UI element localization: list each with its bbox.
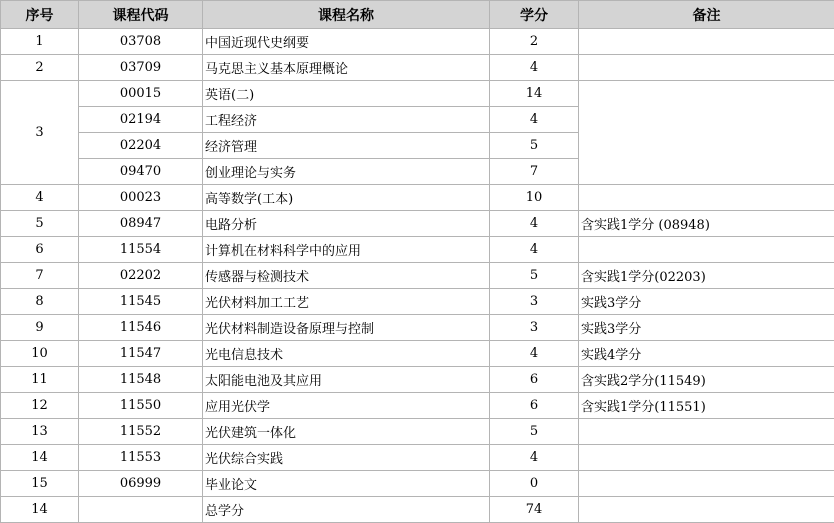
seq-cell: 2: [1, 55, 79, 81]
credit-cell: 4: [490, 445, 579, 471]
code-cell: 09470: [79, 159, 203, 185]
name-cell: 中国近现代史纲要: [203, 29, 490, 55]
credit-cell: 4: [490, 107, 579, 133]
credit-cell: 4: [490, 341, 579, 367]
table-row: [1, 211, 834, 237]
code-cell: 11553: [79, 445, 203, 471]
seq-cell: 10: [1, 341, 79, 367]
seq-cell: 1: [1, 29, 79, 55]
code-cell: 06999: [79, 471, 203, 497]
credit-cell: 6: [490, 367, 579, 393]
table-row: [1, 263, 834, 289]
credit-cell: 14: [490, 81, 579, 107]
name-cell: 应用光伏学: [203, 393, 490, 419]
note-cell: 含实践1学分(02203): [579, 263, 834, 289]
code-cell: 11552: [79, 419, 203, 445]
header-name: 课程名称: [203, 1, 490, 29]
note-cell: 含实践1学分 (08948): [579, 211, 834, 237]
seq-cell: 14: [1, 497, 79, 523]
note-cell: [579, 497, 834, 523]
table-row: [1, 29, 834, 55]
credit-cell: 10: [490, 185, 579, 211]
seq-cell: 12: [1, 393, 79, 419]
credit-cell: 4: [490, 55, 579, 81]
note-cell: 实践4学分: [579, 341, 834, 367]
total-label: 总学分: [203, 497, 490, 523]
seq-cell: 11: [1, 367, 79, 393]
table-row: [1, 185, 834, 211]
table-row: [1, 315, 834, 341]
note-cell: [579, 29, 834, 55]
name-cell: 创业理论与实务: [203, 159, 490, 185]
name-cell: 毕业论文: [203, 471, 490, 497]
seq-cell: 4: [1, 185, 79, 211]
credit-cell: 0: [490, 471, 579, 497]
name-cell: 高等数学(工本): [203, 185, 490, 211]
name-cell: 英语(二): [203, 81, 490, 107]
credit-cell: 5: [490, 133, 579, 159]
note-cell: [579, 419, 834, 445]
name-cell: 经济管理: [203, 133, 490, 159]
note-cell: [579, 237, 834, 263]
header-note: 备注: [579, 1, 834, 29]
note-cell: [579, 445, 834, 471]
note-cell: 实践3学分: [579, 315, 834, 341]
code-cell: 08947: [79, 211, 203, 237]
table-row: [1, 55, 834, 81]
credit-cell: 5: [490, 419, 579, 445]
name-cell: 传感器与检测技术: [203, 263, 490, 289]
header-credit: 学分: [490, 1, 579, 29]
seq-cell: 13: [1, 419, 79, 445]
table-row: [1, 471, 834, 497]
credit-cell: 7: [490, 159, 579, 185]
table-row: [1, 419, 834, 445]
credit-cell: 6: [490, 393, 579, 419]
credit-cell: 5: [490, 263, 579, 289]
table-row: [1, 445, 834, 471]
table-row: [1, 289, 834, 315]
code-cell: 11545: [79, 289, 203, 315]
code-cell: 02202: [79, 263, 203, 289]
name-cell: 工程经济: [203, 107, 490, 133]
credit-cell: 3: [490, 315, 579, 341]
name-cell: 光伏建筑一体化: [203, 419, 490, 445]
seq-cell: 6: [1, 237, 79, 263]
code-cell: 11546: [79, 315, 203, 341]
code-cell: [79, 497, 203, 523]
code-cell: 02194: [79, 107, 203, 133]
name-cell: 太阳能电池及其应用: [203, 367, 490, 393]
seq-cell: 8: [1, 289, 79, 315]
header-code: 课程代码: [79, 1, 203, 29]
seq-cell: 14: [1, 445, 79, 471]
code-cell: 00023: [79, 185, 203, 211]
name-cell: 电路分析: [203, 211, 490, 237]
table-row: [1, 237, 834, 263]
name-cell: 光电信息技术: [203, 341, 490, 367]
seq-cell: 9: [1, 315, 79, 341]
code-cell: 11550: [79, 393, 203, 419]
seq-cell: 5: [1, 211, 79, 237]
table-row: [1, 81, 834, 107]
note-cell: [579, 185, 834, 211]
seq-cell: 3: [1, 81, 79, 185]
header-row: [1, 1, 834, 29]
seq-cell: 15: [1, 471, 79, 497]
seq-cell: 7: [1, 263, 79, 289]
total-row: [1, 497, 834, 523]
table-row: [1, 393, 834, 419]
note-cell: [579, 55, 834, 81]
name-cell: 光伏材料加工工艺: [203, 289, 490, 315]
name-cell: 光伏综合实践: [203, 445, 490, 471]
header-seq: 序号: [1, 1, 79, 29]
table-row: [1, 367, 834, 393]
code-cell: 02204: [79, 133, 203, 159]
note-cell: 实践3学分: [579, 289, 834, 315]
credit-cell: 3: [490, 289, 579, 315]
name-cell: 光伏材料制造设备原理与控制: [203, 315, 490, 341]
code-cell: 03708: [79, 29, 203, 55]
code-cell: 11548: [79, 367, 203, 393]
name-cell: 马克思主义基本原理概论: [203, 55, 490, 81]
code-cell: 03709: [79, 55, 203, 81]
table-row: [1, 341, 834, 367]
credit-cell: 2: [490, 29, 579, 55]
code-cell: 11554: [79, 237, 203, 263]
note-cell: [579, 471, 834, 497]
note-cell: 含实践2学分(11549): [579, 367, 834, 393]
credit-cell: 4: [490, 237, 579, 263]
code-cell: 00015: [79, 81, 203, 107]
credit-cell: 4: [490, 211, 579, 237]
note-cell: 含实践1学分(11551): [579, 393, 834, 419]
total-credit: 74: [490, 497, 579, 523]
note-cell: [579, 81, 834, 185]
name-cell: 计算机在材料科学中的应用: [203, 237, 490, 263]
code-cell: 11547: [79, 341, 203, 367]
